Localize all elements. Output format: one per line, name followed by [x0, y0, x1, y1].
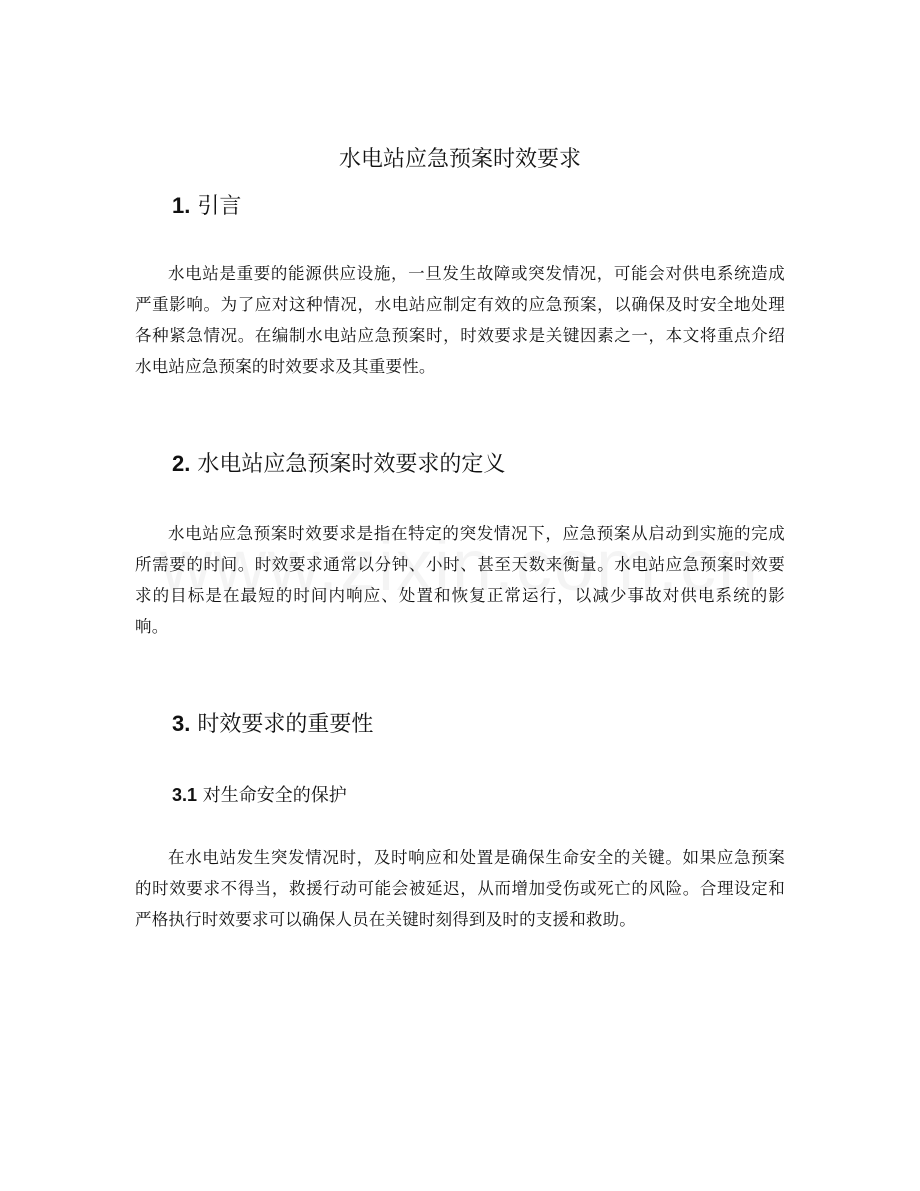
section-title: 时效要求的重要性	[197, 712, 374, 737]
section-title: 引言	[197, 194, 242, 219]
section-heading-definition	[172, 448, 505, 481]
section-number: 1.	[172, 193, 191, 218]
section-paragraph-definition: 水电站应急预案时效要求是指在特定的突发情况下，应急预案从启动到实施的完成所需要的时间。时效要求通常以分钟、小时、甚至天数来衡量。水电站应急预案时效要求的目标是在最短的时间内响应、处置和恢复正常运行，以减少事故对供电系统的影响。	[135, 524, 785, 636]
subsection-heading-life-safety	[172, 781, 347, 810]
section-title: 水电站应急预案时效要求的定义	[197, 452, 506, 477]
subsection-paragraph-life-safety: 在水电站发生突发情况时，及时响应和处置是确保生命安全的关键。如果应急预案的时效要求不得当，救援行动可能会被延迟，从而增加受伤或死亡的风险。合理设定和严格执行时效要求可以确保人员在关键时刻得到及时的支援和救助。	[135, 848, 785, 929]
section-number: 3.	[172, 711, 191, 736]
section-paragraph-introduction: 水电站是重要的能源供应设施，一旦发生故障或突发情况，可能会对供电系统造成严重影响。为了应对这种情况，水电站应制定有效的应急预案，以确保及时安全地处理各种紧急情况。在编制水电站应急预案时，时效要求是关键因素之一，本文将重点介绍水电站应急预案的时效要求及其重要性。	[135, 264, 785, 376]
section-heading-introduction	[172, 190, 241, 223]
subsection-title: 对生命安全的保护	[202, 785, 347, 806]
section-heading-importance	[172, 708, 373, 741]
section-number: 2.	[172, 451, 191, 476]
subsection-number: 3.1	[172, 785, 198, 805]
document-title: 水电站应急预案时效要求	[338, 147, 581, 172]
